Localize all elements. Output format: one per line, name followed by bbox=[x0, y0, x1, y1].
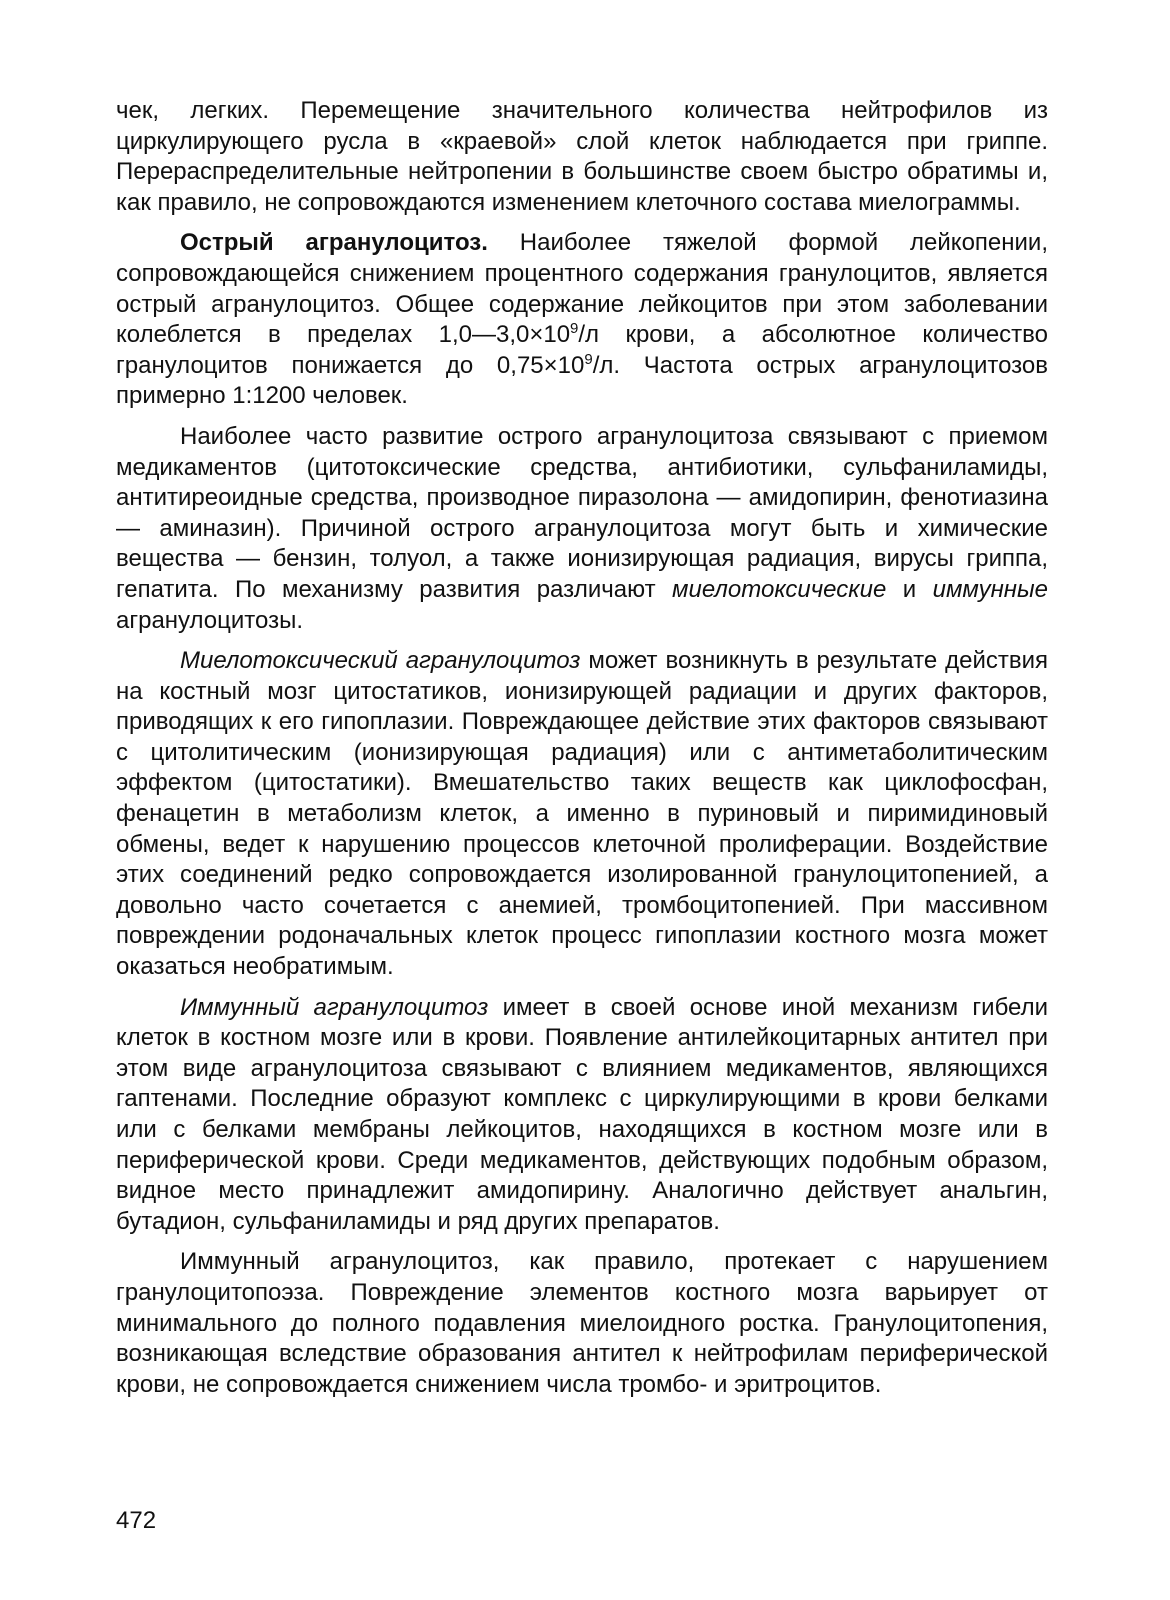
paragraph-text: может возникнуть в результате действия на костный мозг цитостатиков, ионизирующей радиации и других факторов, приводящих к его гипоплазии. Повреждающее действие этих факторов связывают с цитолитическим (ионизирующая радиация) или с антиметаболитическим эффектом (цитостатики). Вмешательство таких веществ как циклофосфан, фенацетин в метаболизм клеток, а именно в пуриновый и пиримидиновый обмены, ведет к нарушению процессов клеточной пролиферации. Воздействие этих соединений редко сопровождается изолированной гранулоцитопенией, а довольно часто сочетается с анемией, тромбоцитопенией. При массивном повреждении родоначальных клеток процесс гипоплазии костного мозга может оказаться необратимым. bbox=[116, 647, 1048, 981]
term-myelotoxic: миелотоксические bbox=[672, 575, 887, 603]
paragraph-myelotoxic-agranulocytosis bbox=[116, 646, 1048, 983]
paragraph-text: агранулоцитозы. bbox=[116, 606, 304, 634]
paragraph-text: и bbox=[886, 575, 933, 603]
paragraph-immune-agranulocytosis bbox=[116, 993, 1048, 1238]
term-immune: иммунные bbox=[932, 575, 1048, 603]
paragraph-causes bbox=[116, 422, 1048, 636]
paragraph-granulocytopoiesis: Иммунный агранулоцитоз, как правило, протекает с нарушением гранулоцитопоэза. Повреждение элементов костного мозга варьирует от минимального до полного подавления миелоидного ростка. Гранулоцитопения, возникающая вследствие образования антител к нейтрофилам периферической крови, не сопровождается снижением числа тромбо- и эритроцитов. bbox=[116, 1248, 1048, 1398]
exponent: 9 bbox=[570, 320, 579, 338]
paragraph-text: имеет в своей основе иной механизм гибели клеток в костном мозге или в крови. Появление антилейкоцитарных антител при этом виде агранулоцитоза связывают с влиянием медикаментов, являющихся гаптенами. Последние образуют комплекс с циркулирующими в крови белками или с белками мембраны лейкоцитов, находящихся в костном мозге или в периферической крови. Среди медикаментов, действующих подобным образом, видное место принадлежит амидопирину. Аналогично действует анальгин, бутадион, сульфаниламиды и ряд других препаратов. bbox=[116, 993, 1049, 1235]
paragraph-redistributive-neutropenia: чек, легких. Перемещение значительного количества нейтрофилов из циркулирующего русла в «краевой» слой клеток наблюдается при гриппе. Перераспределительные нейтропении в большинстве своем быстро обратимы и, как правило, не сопровождаются изменением клеточного состава миелограммы. bbox=[116, 97, 1048, 216]
page-number: 472 bbox=[116, 1507, 157, 1534]
paragraph-text: Наиболее тяжелой формой лейкопении, сопровождающейся снижением процентного содержания гранулоцитов, является острый агранулоцитоз. Общее содержание лейкоцитов при этом заболевании колеблется в пределах 1,0—3,0×10 bbox=[116, 229, 1048, 349]
book-page-text bbox=[116, 96, 1048, 1410]
paragraph-text: Наиболее часто развитие острого агранулоцитоза связывают с приемом медикаментов (цитотоксические средства, антибиотики, сульфаниламиды, антитиреоидные средства, производное пиразолона — амидопирин, фенотиазина — аминазин). Причиной острого агранулоцитоза могут быть и химические вещества — бензин, толуол, а также ионизирующая радиация, вирусы гриппа, гепатита. По механизму развития различают bbox=[116, 422, 1048, 603]
term-immune-agranulocytosis: Иммунный агранулоцитоз bbox=[180, 993, 489, 1021]
paragraph-text: /л. Частота острых агранулоцитозов примерно 1:1200 человек. bbox=[116, 351, 1048, 410]
term-myelotoxic-agranulocytosis: Миелотоксический агранулоцитоз bbox=[180, 647, 581, 675]
exponent: 9 bbox=[584, 350, 593, 368]
paragraph-acute-agranulocytosis bbox=[116, 228, 1048, 412]
paragraph-text: /л крови, а абсолютное количество гранулоцитов понижается до 0,75×10 bbox=[116, 321, 1048, 379]
section-heading-acute-agranulocytosis: Острый агранулоцитоз. bbox=[180, 229, 488, 257]
